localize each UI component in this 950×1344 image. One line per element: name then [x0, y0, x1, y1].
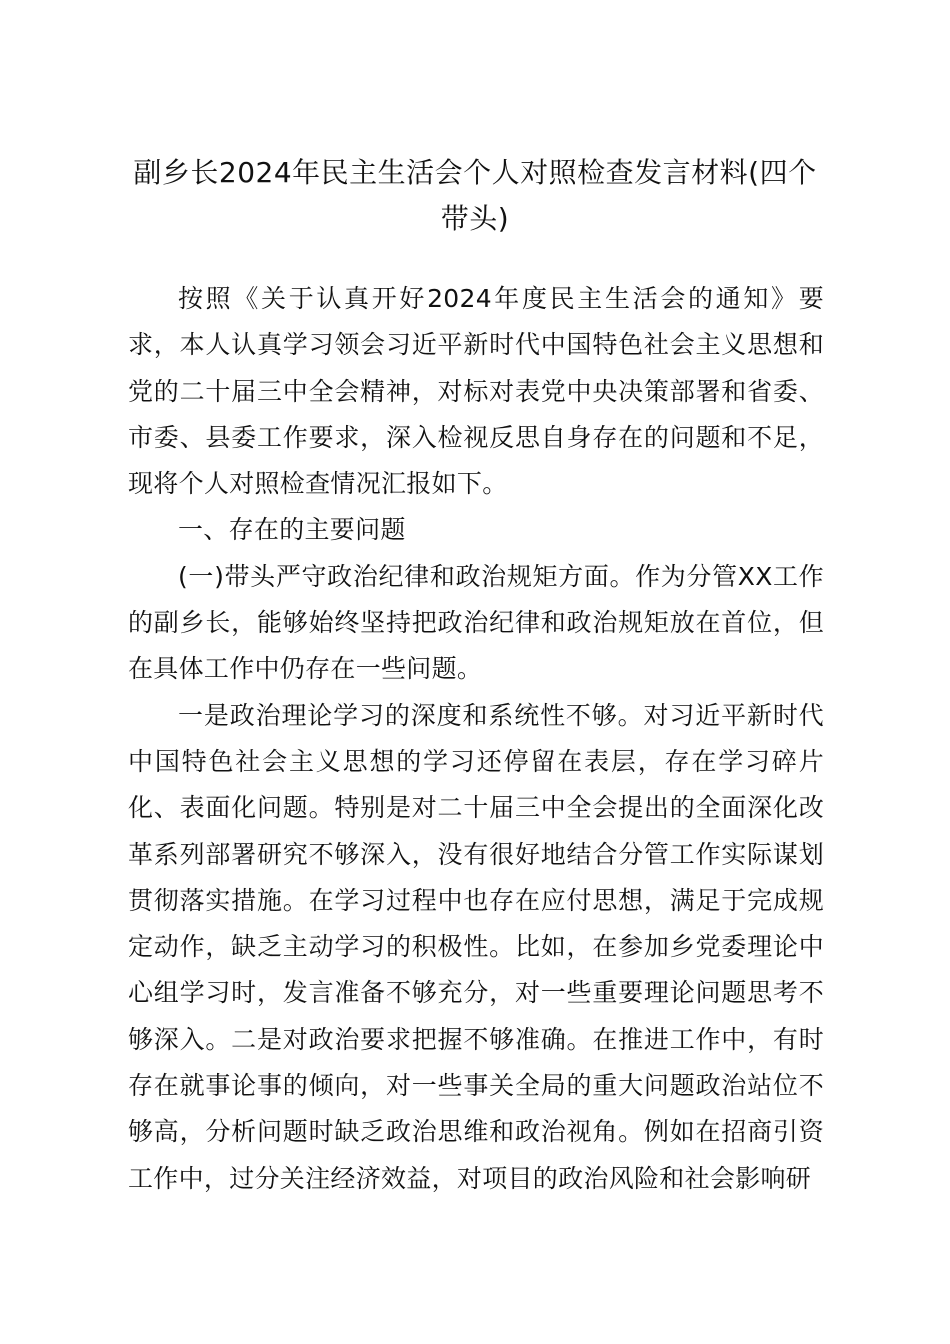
document-body: [128, 276, 824, 1202]
subsection-paragraph: (一)带头严守政治纪律和政治规矩方面。作为分管XX工作的副乡长，能够始终坚持把政治纪律和政治规矩放在首位，但在具体工作中仍存在一些问题。: [128, 561, 824, 684]
problem-paragraph: 一是政治理论学习的深度和系统性不够。对习近平新时代中国特色社会主义思想的学习还停留在表层，存在学习碎片化、表面化问题。特别是对二十届三中全会提出的全面深化改革系列部署研究不够深入，没有很好地结合分管工作实际谋划贯彻落实措施。在学习过程中也存在应付思想，满足于完成规定动作，缺乏主动学习的积极性。比如，在参加乡党委理论中心组学习时，发言准备不够充分，对一些重要理论问题思考不够深入。二是对政治要求把握不够准确。在推进工作中，有时存在就事论事的倾向，对一些事关全局的重大问题政治站位不够高，分析问题时缺乏政治思维和政治视角。例如在招商引资工作中，过分关注经济效益，对项目的政治风险和社会影响研: [128, 700, 824, 1193]
intro-paragraph: 按照《关于认真开好2024年度民主生活会的通知》要求，本人认真学习领会习近平新时代中国特色社会主义思想和党的二十届三中全会精神，对标对表党中央决策部署和省委、市委、县委工作要求，深入检视反思自身存在的问题和不足，现将个人对照检查情况汇报如下。: [128, 284, 824, 499]
section-heading: 一、存在的主要问题: [178, 515, 406, 545]
document-title: 副乡长2024年民主生活会个人对照检查发言材料(四个带头): [133, 156, 817, 235]
